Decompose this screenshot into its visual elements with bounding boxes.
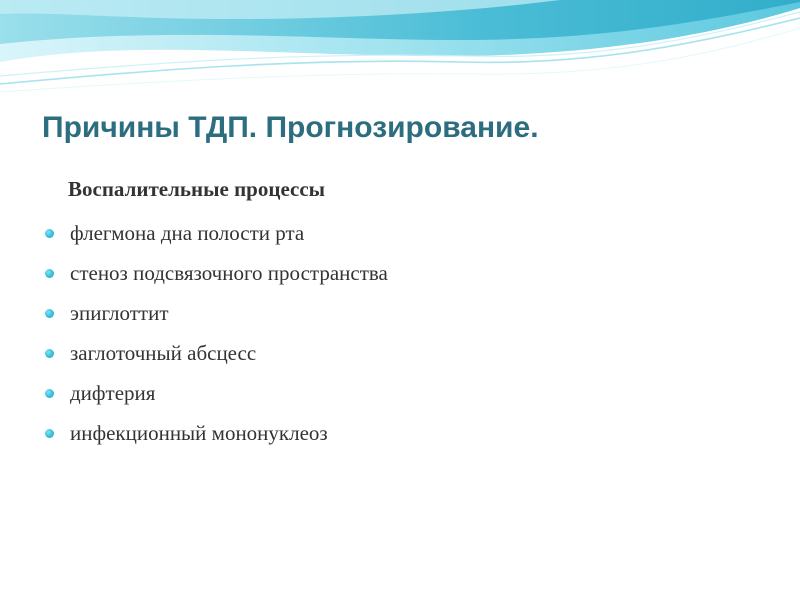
list-item-text: стеноз подсвязочного пространства xyxy=(70,261,388,285)
slide-title: Причины ТДП. Прогнозирование. xyxy=(42,111,539,144)
list-item xyxy=(44,337,388,377)
list-item-text: заглоточный абсцесс xyxy=(70,341,257,365)
list-item xyxy=(44,377,388,417)
bullet-icon xyxy=(45,229,54,238)
list-item-text: инфекционный мононуклеоз xyxy=(70,421,328,445)
list-item xyxy=(44,257,388,297)
bullet-icon xyxy=(45,429,54,438)
list-item xyxy=(44,217,388,257)
bullet-list xyxy=(44,217,388,457)
bullet-icon xyxy=(45,309,54,318)
list-item xyxy=(44,297,388,337)
list-item-text: эпиглоттит xyxy=(70,301,169,325)
list-item-text: дифтерия xyxy=(70,381,156,405)
bullet-icon xyxy=(45,349,54,358)
section-subheading: Воспалительные процессы xyxy=(68,177,326,201)
bullet-icon xyxy=(45,269,54,278)
header-wave-decoration xyxy=(0,0,800,100)
list-item-text: флегмона дна полости рта xyxy=(70,221,305,245)
list-item xyxy=(44,417,388,457)
bullet-icon xyxy=(45,389,54,398)
